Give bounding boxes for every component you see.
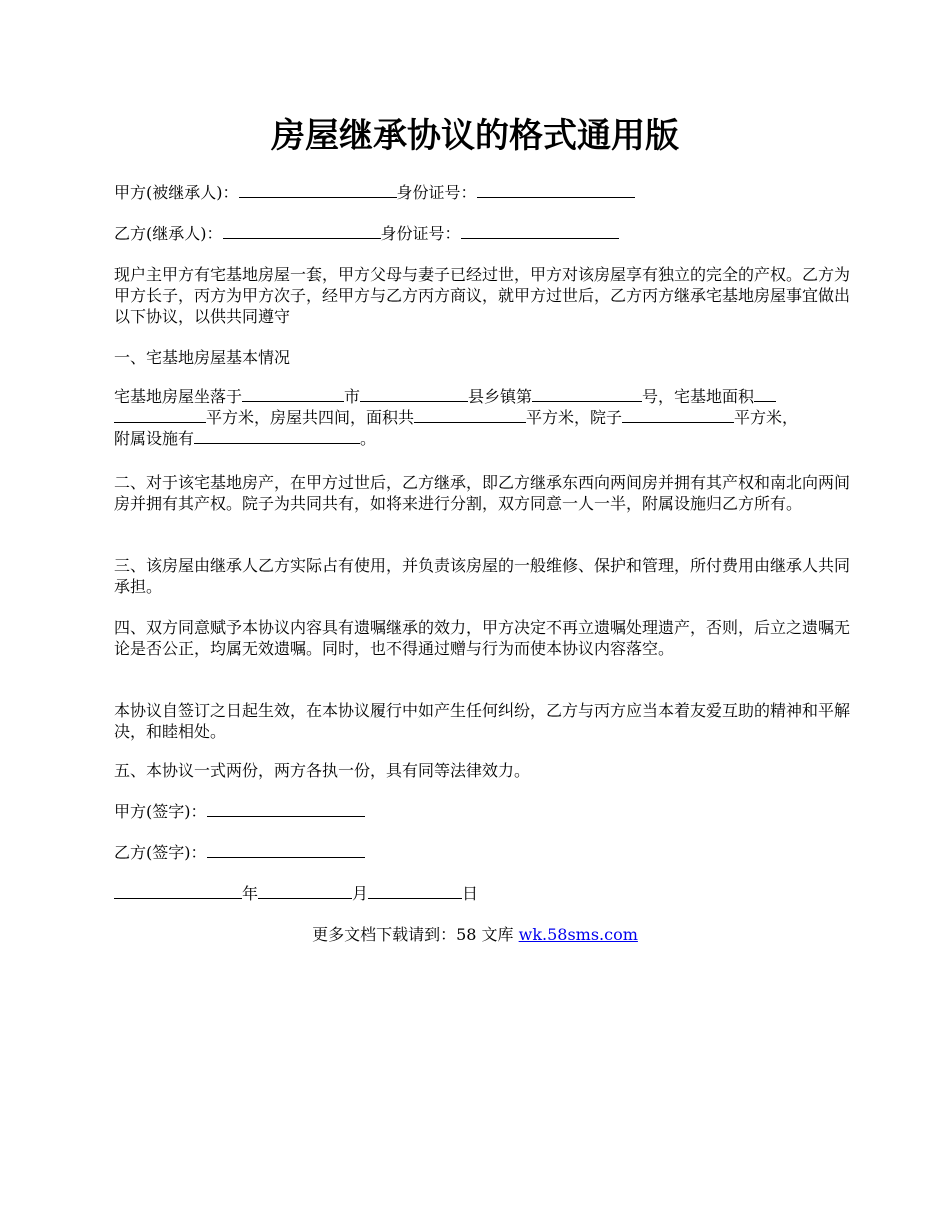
party-a-name-blank [239, 183, 397, 198]
land-area-blank-start [754, 387, 776, 402]
section-2-paragraph: 二、对于该宅基地房产，在甲方过世后，乙方继承，即乙方继承东西向两间房并拥有其产权和南北向两间房并拥有其产权。院子为共同共有，如将来进行分割，双方同意一人一半，附属设施归乙方所有。 [114, 473, 851, 513]
location-line-2: 平方米，房屋共四间，面积共 平方米，院子 平方米， [114, 407, 850, 428]
signature-a-blank [207, 802, 365, 817]
party-a-line [114, 182, 850, 203]
facilities-blank [194, 429, 360, 444]
month-blank [258, 884, 352, 899]
signature-b-blank [207, 843, 365, 858]
party-b-line [114, 223, 850, 244]
party-a-id-label: 身份证号： [396, 183, 477, 202]
section-4-paragraph: 四、双方同意赋予本协议内容具有遗嘱继承的效力，甲方决定不再立遗嘱处理遗产，否则，后立之遗嘱无论是否公正，均属无效遗嘱。同时，也不得通过赠与行为而使本协议内容落空。 [114, 618, 851, 658]
signature-b-line [114, 842, 850, 863]
party-b-id-blank [461, 224, 619, 239]
signature-a-line [114, 801, 850, 822]
yard-area-blank [622, 408, 734, 423]
section-3-paragraph: 三、该房屋由继承人乙方实际占有使用，并负责该房屋的一般维修、保护和管理，所付费用由继承人共同承担。 [114, 556, 851, 596]
year-label: 年 [242, 884, 259, 903]
section-5-paragraph: 五、本协议一式两份，两方各执一份，具有同等法律效力。 [114, 761, 531, 780]
month-label: 月 [352, 884, 369, 903]
county-blank [360, 387, 468, 402]
footer [0, 924, 950, 945]
effective-paragraph: 本协议自签订之日起生效，在本协议履行中如产生任何纠纷，乙方与丙方应当本着友爱互助的精神和平解决，和睦相处。 [114, 701, 851, 741]
year-blank [114, 884, 242, 899]
location-line-1: 宅基地房屋坐落于 市 县乡镇第 号，宅基地面积 [114, 386, 850, 407]
land-area-blank [114, 408, 206, 423]
house-area-blank [414, 408, 526, 423]
number-blank [532, 387, 642, 402]
city-blank [242, 387, 344, 402]
party-b-id-label: 身份证号： [380, 224, 461, 243]
document-title: 房屋继承协议的格式通用版 [271, 116, 679, 156]
party-a-label: 甲方(被继承人)： [114, 183, 239, 202]
location-line-3: 附属设施有 。 [114, 429, 377, 448]
location-paragraph [114, 386, 850, 449]
day-blank [368, 884, 462, 899]
party-b-name-blank [223, 224, 381, 239]
signature-b-label: 乙方(签字)： [114, 843, 207, 862]
footer-text: 更多文档下载请到：58 文库 [312, 925, 519, 944]
party-a-id-blank [477, 183, 635, 198]
day-label: 日 [462, 884, 479, 903]
party-b-label: 乙方(继承人)： [114, 224, 223, 243]
intro-paragraph: 现户主甲方有宅基地房屋一套，甲方父母与妻子已经过世，甲方对该房屋享有独立的完全的产权。乙方为甲方长子，丙方为甲方次子，经甲方与乙方丙方商议，就甲方过世后，乙方丙方继承宅基地房屋事宜做出以下协议，以供共同遵守 [114, 265, 851, 326]
footer-link[interactable]: wk.58sms.com [518, 925, 638, 944]
section-1-heading: 一、宅基地房屋基本情况 [114, 348, 291, 367]
date-line [114, 883, 850, 904]
signature-a-label: 甲方(签字)： [114, 802, 207, 821]
